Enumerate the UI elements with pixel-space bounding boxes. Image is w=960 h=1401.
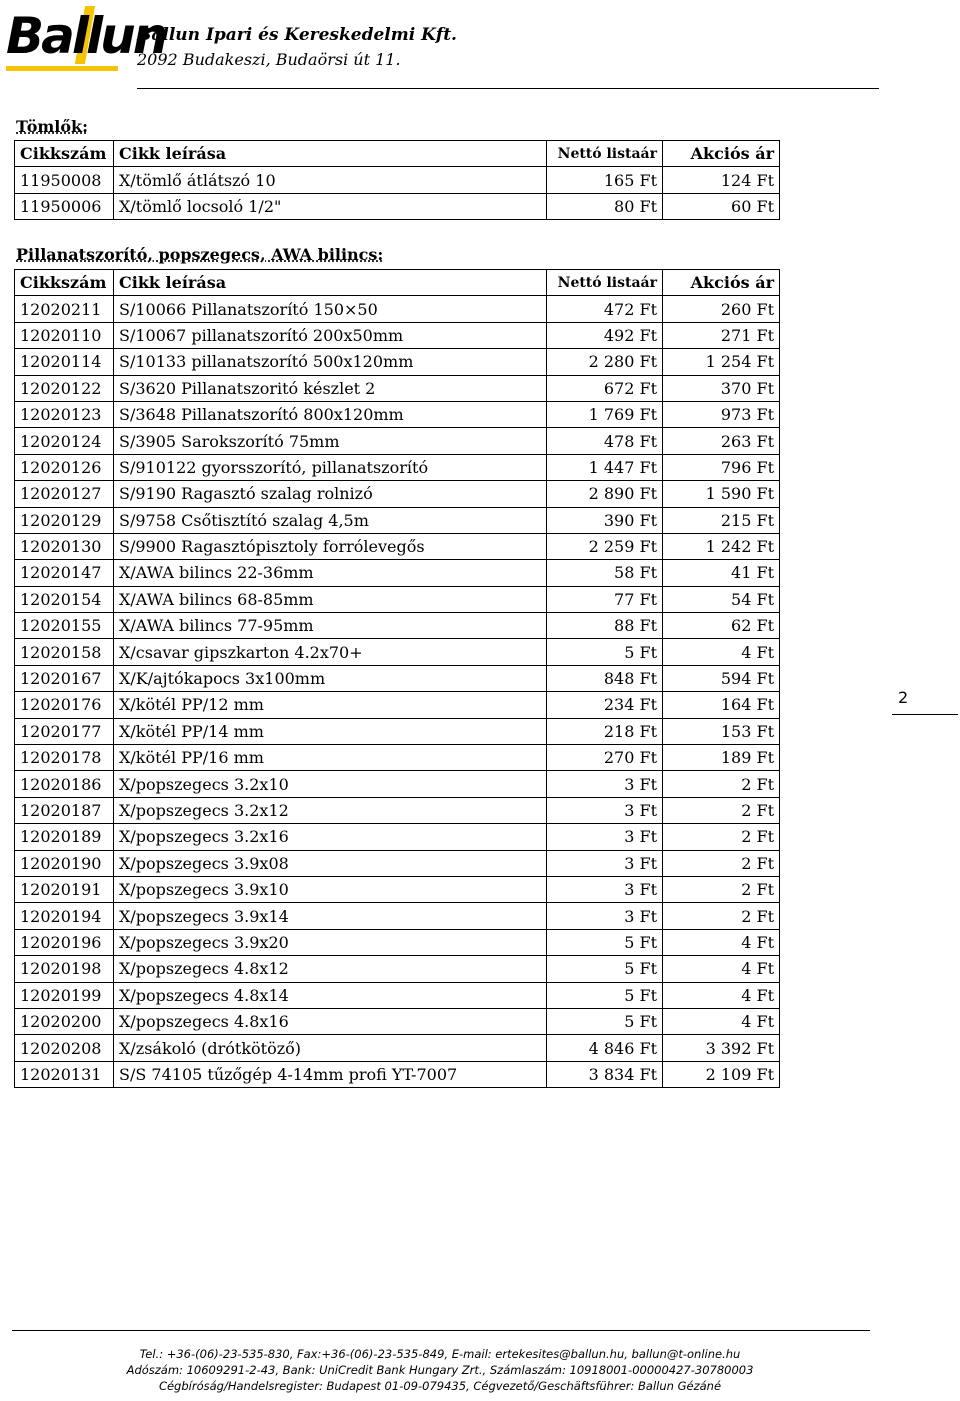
cell-description: X/AWA bilincs 77-95mm bbox=[114, 613, 547, 639]
cell-description: X/AWA bilincs 68-85mm bbox=[114, 586, 547, 612]
cell-list-price: 88 Ft bbox=[547, 613, 663, 639]
table-row bbox=[15, 1008, 780, 1034]
cell-list-price: 3 Ft bbox=[547, 797, 663, 823]
table-row bbox=[15, 956, 780, 982]
cell-description: X/csavar gipszkarton 4.2x70+ bbox=[114, 639, 547, 665]
cell-sku: 12020122 bbox=[15, 375, 114, 401]
column-header-list-price: Nettó listaár bbox=[547, 270, 663, 296]
price-table-pillanatszorito bbox=[14, 269, 780, 1088]
column-header-description: Cikk leírása bbox=[114, 270, 547, 296]
footer-bank-details: Adószám: 10609291-2-43, Bank: UniCredit Bank Hungary Zrt., Számlaszám: 10918001-00000427-30780003 bbox=[126, 1363, 754, 1377]
cell-description: S/10133 pillanatszorító 500x120mm bbox=[114, 349, 547, 375]
cell-sku: 12020114 bbox=[15, 349, 114, 375]
table-row bbox=[15, 586, 780, 612]
cell-sku: 12020200 bbox=[15, 1008, 114, 1034]
cell-sale-price: 2 109 Ft bbox=[663, 1061, 780, 1087]
cell-description: S/9900 Ragasztópisztoly forrólevegős bbox=[114, 533, 547, 559]
column-header-list-price: Nettó listaár bbox=[547, 141, 663, 167]
page-header bbox=[0, 0, 960, 95]
cell-sku: 12020194 bbox=[15, 903, 114, 929]
cell-list-price: 492 Ft bbox=[547, 322, 663, 348]
cell-description: X/tömlő átlátszó 10 bbox=[114, 167, 547, 193]
cell-sale-price: 263 Ft bbox=[663, 428, 780, 454]
footer-divider bbox=[12, 1330, 870, 1331]
cell-sale-price: 973 Ft bbox=[663, 401, 780, 427]
cell-description: X/tömlő locsoló 1/2" bbox=[114, 193, 547, 219]
cell-list-price: 2 280 Ft bbox=[547, 349, 663, 375]
cell-description: X/zsákoló (drótkötöző) bbox=[114, 1035, 547, 1061]
table-row bbox=[15, 401, 780, 427]
cell-description: X/popszegecs 3.9x20 bbox=[114, 929, 547, 955]
cell-sale-price: 2 Ft bbox=[663, 876, 780, 902]
table-row bbox=[15, 481, 780, 507]
cell-list-price: 5 Ft bbox=[547, 982, 663, 1008]
table-row bbox=[15, 560, 780, 586]
cell-sku: 12020155 bbox=[15, 613, 114, 639]
table-header-row bbox=[15, 270, 780, 296]
cell-sku: 12020167 bbox=[15, 665, 114, 691]
table-row bbox=[15, 167, 780, 193]
cell-list-price: 218 Ft bbox=[547, 718, 663, 744]
cell-list-price: 1 769 Ft bbox=[547, 401, 663, 427]
cell-sku: 12020196 bbox=[15, 929, 114, 955]
cell-sale-price: 60 Ft bbox=[663, 193, 780, 219]
cell-sale-price: 124 Ft bbox=[663, 167, 780, 193]
table-row bbox=[15, 639, 780, 665]
table-row bbox=[15, 665, 780, 691]
cell-sku: 12020129 bbox=[15, 507, 114, 533]
column-header-sku: Cikkszám bbox=[15, 141, 114, 167]
table-row bbox=[15, 929, 780, 955]
footer-registry: Cégbíróság/Handelsregister: Budapest 01-09-079435, Cégvezető/Geschäftsführer: Ballun Gézáné bbox=[158, 1379, 722, 1393]
cell-list-price: 165 Ft bbox=[547, 167, 663, 193]
cell-sale-price: 271 Ft bbox=[663, 322, 780, 348]
table-row bbox=[15, 193, 780, 219]
cell-sku: 12020186 bbox=[15, 771, 114, 797]
cell-description: X/popszegecs 4.8x16 bbox=[114, 1008, 547, 1034]
cell-list-price: 3 Ft bbox=[547, 824, 663, 850]
table-row bbox=[15, 507, 780, 533]
cell-description: X/kötél PP/16 mm bbox=[114, 745, 547, 771]
table-row bbox=[15, 797, 780, 823]
cell-sale-price: 4 Ft bbox=[663, 956, 780, 982]
cell-sku: 11950008 bbox=[15, 167, 114, 193]
cell-description: X/popszegecs 3.9x14 bbox=[114, 903, 547, 929]
cell-sale-price: 260 Ft bbox=[663, 296, 780, 322]
cell-description: X/popszegecs 3.9x10 bbox=[114, 876, 547, 902]
table-row bbox=[15, 613, 780, 639]
cell-sale-price: 1 254 Ft bbox=[663, 349, 780, 375]
table-row bbox=[15, 296, 780, 322]
cell-sale-price: 1 242 Ft bbox=[663, 533, 780, 559]
cell-sale-price: 796 Ft bbox=[663, 454, 780, 480]
cell-list-price: 5 Ft bbox=[547, 929, 663, 955]
cell-sku: 12020110 bbox=[15, 322, 114, 348]
cell-description: X/popszegecs 4.8x14 bbox=[114, 982, 547, 1008]
cell-sku: 12020147 bbox=[15, 560, 114, 586]
cell-description: S/10067 pillanatszorító 200x50mm bbox=[114, 322, 547, 348]
table-row bbox=[15, 375, 780, 401]
cell-description: S/9190 Ragasztó szalag rolnizó bbox=[114, 481, 547, 507]
cell-description: S/3905 Sarokszorító 75mm bbox=[114, 428, 547, 454]
cell-list-price: 3 834 Ft bbox=[547, 1061, 663, 1087]
cell-sku: 12020211 bbox=[15, 296, 114, 322]
cell-list-price: 848 Ft bbox=[547, 665, 663, 691]
cell-sku: 12020191 bbox=[15, 876, 114, 902]
cell-list-price: 4 846 Ft bbox=[547, 1035, 663, 1061]
cell-sale-price: 215 Ft bbox=[663, 507, 780, 533]
cell-sku: 12020123 bbox=[15, 401, 114, 427]
section-title-tomlok: Tömlők: bbox=[16, 117, 89, 136]
table-row bbox=[15, 876, 780, 902]
cell-description: X/popszegecs 3.2x12 bbox=[114, 797, 547, 823]
cell-description: X/popszegecs 3.2x10 bbox=[114, 771, 547, 797]
cell-description: S/910122 gyorsszorító, pillanatszorító bbox=[114, 454, 547, 480]
column-header-sale-price: Akciós ár bbox=[663, 270, 780, 296]
table-row bbox=[15, 982, 780, 1008]
cell-sale-price: 1 590 Ft bbox=[663, 481, 780, 507]
table-header-row bbox=[15, 141, 780, 167]
table-row bbox=[15, 718, 780, 744]
cell-description: X/popszegecs 3.9x08 bbox=[114, 850, 547, 876]
cell-list-price: 270 Ft bbox=[547, 745, 663, 771]
table-row bbox=[15, 428, 780, 454]
cell-list-price: 3 Ft bbox=[547, 771, 663, 797]
table-row bbox=[15, 692, 780, 718]
cell-sale-price: 153 Ft bbox=[663, 718, 780, 744]
table-row bbox=[15, 533, 780, 559]
cell-sku: 12020178 bbox=[15, 745, 114, 771]
company-info bbox=[137, 24, 457, 72]
cell-description: X/K/ajtókapocs 3x100mm bbox=[114, 665, 547, 691]
page-number-rule bbox=[892, 714, 958, 715]
cell-sku: 12020208 bbox=[15, 1035, 114, 1061]
table-row bbox=[15, 1061, 780, 1087]
cell-list-price: 478 Ft bbox=[547, 428, 663, 454]
cell-sale-price: 189 Ft bbox=[663, 745, 780, 771]
cell-list-price: 5 Ft bbox=[547, 639, 663, 665]
cell-sale-price: 4 Ft bbox=[663, 1008, 780, 1034]
cell-sale-price: 2 Ft bbox=[663, 824, 780, 850]
cell-list-price: 472 Ft bbox=[547, 296, 663, 322]
cell-description: X/kötél PP/14 mm bbox=[114, 718, 547, 744]
cell-sale-price: 2 Ft bbox=[663, 903, 780, 929]
page-footer bbox=[0, 1346, 880, 1394]
cell-sku: 12020189 bbox=[15, 824, 114, 850]
section-title-pillanatszorito: Pillanatszorító, popszegecs, AWA bilincs: bbox=[16, 245, 384, 264]
cell-sku: 12020154 bbox=[15, 586, 114, 612]
cell-sale-price: 2 Ft bbox=[663, 771, 780, 797]
cell-list-price: 58 Ft bbox=[547, 560, 663, 586]
cell-sale-price: 2 Ft bbox=[663, 797, 780, 823]
table-row bbox=[15, 850, 780, 876]
cell-description: X/AWA bilincs 22-36mm bbox=[114, 560, 547, 586]
cell-list-price: 3 Ft bbox=[547, 876, 663, 902]
cell-sku: 12020158 bbox=[15, 639, 114, 665]
company-logo: Ballun bbox=[6, 7, 166, 65]
cell-sku: 12020176 bbox=[15, 692, 114, 718]
cell-sku: 11950006 bbox=[15, 193, 114, 219]
cell-description: S/3620 Pillanatszoritó készlet 2 bbox=[114, 375, 547, 401]
price-table-tomlok bbox=[14, 140, 780, 220]
cell-description: X/popszegecs 4.8x12 bbox=[114, 956, 547, 982]
column-header-sale-price: Akciós ár bbox=[663, 141, 780, 167]
cell-sku: 12020131 bbox=[15, 1061, 114, 1087]
table-row bbox=[15, 322, 780, 348]
cell-list-price: 2 890 Ft bbox=[547, 481, 663, 507]
table-row bbox=[15, 771, 780, 797]
cell-sale-price: 4 Ft bbox=[663, 929, 780, 955]
cell-sku: 12020130 bbox=[15, 533, 114, 559]
logo-underline bbox=[6, 66, 118, 71]
cell-sale-price: 41 Ft bbox=[663, 560, 780, 586]
cell-list-price: 80 Ft bbox=[547, 193, 663, 219]
cell-list-price: 77 Ft bbox=[547, 586, 663, 612]
cell-sale-price: 2 Ft bbox=[663, 850, 780, 876]
cell-list-price: 2 259 Ft bbox=[547, 533, 663, 559]
cell-sale-price: 370 Ft bbox=[663, 375, 780, 401]
column-header-sku: Cikkszám bbox=[15, 270, 114, 296]
cell-sku: 12020198 bbox=[15, 956, 114, 982]
cell-list-price: 672 Ft bbox=[547, 375, 663, 401]
cell-sale-price: 3 392 Ft bbox=[663, 1035, 780, 1061]
cell-sku: 12020124 bbox=[15, 428, 114, 454]
cell-sku: 12020187 bbox=[15, 797, 114, 823]
column-header-description: Cikk leírása bbox=[114, 141, 547, 167]
cell-sku: 12020127 bbox=[15, 481, 114, 507]
cell-sku: 12020126 bbox=[15, 454, 114, 480]
cell-sku: 12020190 bbox=[15, 850, 114, 876]
cell-sale-price: 4 Ft bbox=[663, 982, 780, 1008]
table-row bbox=[15, 745, 780, 771]
cell-sale-price: 62 Ft bbox=[663, 613, 780, 639]
table-row bbox=[15, 454, 780, 480]
table-row bbox=[15, 903, 780, 929]
cell-sale-price: 54 Ft bbox=[663, 586, 780, 612]
table-row bbox=[15, 349, 780, 375]
cell-list-price: 234 Ft bbox=[547, 692, 663, 718]
cell-sale-price: 594 Ft bbox=[663, 665, 780, 691]
cell-sku: 12020199 bbox=[15, 982, 114, 1008]
cell-description: S/9758 Csőtisztító szalag 4,5m bbox=[114, 507, 547, 533]
company-address: 2092 Budakeszi, Budaörsi út 11. bbox=[137, 50, 401, 69]
footer-contact: Tel.: +36-(06)-23-535-830, Fax:+36-(06)-23-535-849, E-mail: ertekesites@ballun.hu, ballun@t-online.hu bbox=[139, 1347, 741, 1361]
header-divider bbox=[137, 88, 879, 89]
company-name: Ballun Ipari és Kereskedelmi Kft. bbox=[137, 25, 457, 45]
cell-list-price: 390 Ft bbox=[547, 507, 663, 533]
cell-list-price: 1 447 Ft bbox=[547, 454, 663, 480]
cell-list-price: 3 Ft bbox=[547, 903, 663, 929]
cell-description: S/3648 Pillanatszorító 800x120mm bbox=[114, 401, 547, 427]
table-row bbox=[15, 824, 780, 850]
cell-sale-price: 4 Ft bbox=[663, 639, 780, 665]
cell-sale-price: 164 Ft bbox=[663, 692, 780, 718]
page-number: 2 bbox=[898, 688, 909, 707]
cell-description: S/10066 Pillanatszorító 150×50 bbox=[114, 296, 547, 322]
cell-sku: 12020177 bbox=[15, 718, 114, 744]
cell-description: S/S 74105 tűzőgép 4-14mm profi YT-7007 bbox=[114, 1061, 547, 1087]
cell-description: X/kötél PP/12 mm bbox=[114, 692, 547, 718]
cell-list-price: 5 Ft bbox=[547, 1008, 663, 1034]
cell-list-price: 5 Ft bbox=[547, 956, 663, 982]
cell-description: X/popszegecs 3.2x16 bbox=[114, 824, 547, 850]
cell-list-price: 3 Ft bbox=[547, 850, 663, 876]
table-row bbox=[15, 1035, 780, 1061]
